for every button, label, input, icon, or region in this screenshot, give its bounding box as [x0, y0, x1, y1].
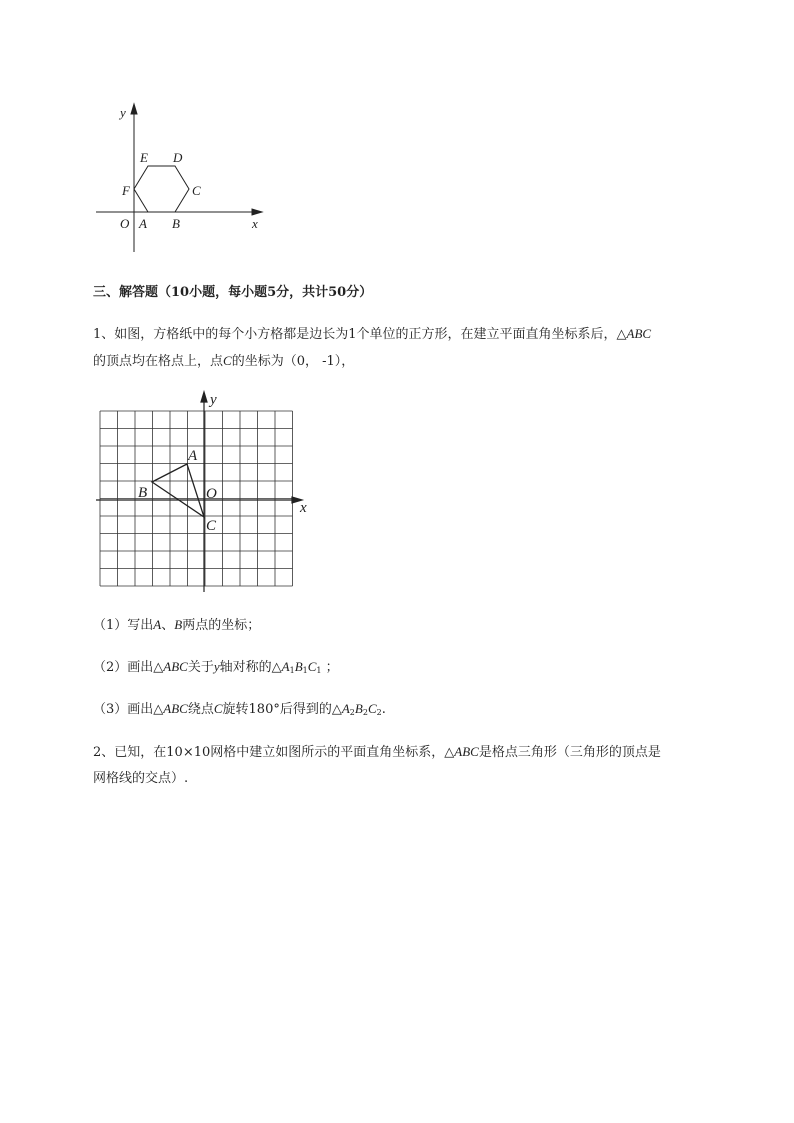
question-1-line-1: [93, 325, 651, 344]
question-1-line-2: [93, 352, 354, 371]
p1-point-a: A: [153, 617, 162, 632]
p3-vertex-b2: B: [354, 701, 363, 716]
p2-vertex-c1: C: [307, 659, 317, 674]
hexagon-shape: [134, 166, 189, 212]
grid-figure: [92, 388, 322, 598]
p2-axis: y: [213, 659, 220, 674]
q2-text-a: 2、已知，在10×10网格中建立如图所示的平面直角坐标系，△: [93, 745, 455, 760]
p3-text-a: （3）画出△: [93, 702, 164, 717]
q2-triangle-name: ABC: [454, 744, 479, 759]
p3-sub-2: 2: [362, 708, 368, 717]
p3-point-c: C: [213, 701, 223, 716]
point-a-label: A: [188, 448, 198, 464]
vertex-label-a: A: [139, 216, 147, 231]
vertex-label-f: F: [122, 183, 130, 198]
x-axis-arrow: [252, 209, 262, 215]
triangle-abc: [152, 464, 204, 517]
question-2-line-2: 网格线的交点）.: [93, 771, 189, 786]
p2-vertex-b1: B: [294, 659, 303, 674]
part-1: [93, 616, 260, 635]
grid-lines: [100, 411, 293, 586]
p2-sub-1: 1: [289, 666, 295, 675]
p3-text-e: 旋转180°后得到的△: [222, 702, 342, 717]
p3-text-g: .: [381, 702, 386, 717]
y-axis-label: y: [120, 105, 126, 120]
p3-vertex-a2: A: [341, 701, 350, 716]
part-3: [93, 700, 386, 722]
p2-triangle: ABC: [163, 659, 188, 674]
p2-text-c: 关于: [187, 660, 214, 675]
grid-x-label: x: [300, 500, 307, 516]
grid-y-label: y: [210, 392, 217, 408]
question-2-line-1: [93, 743, 661, 762]
p3-triangle: ABC: [163, 701, 188, 716]
x-axis-label: x: [252, 216, 258, 231]
part-2: [93, 658, 339, 680]
p1-text-c: 、: [161, 618, 175, 633]
p1-text-e: 两点的坐标；: [182, 618, 261, 633]
p3-text-c: 绕点: [187, 702, 214, 717]
p2-text-e: 轴对称的△: [219, 660, 282, 675]
p1-text-a: （1）写出: [93, 618, 154, 633]
section-heading: 三、解答题（10小题，每小题5分，共计50分）: [93, 285, 373, 300]
vertex-label-c: C: [192, 183, 201, 198]
p2-text-g: ；: [321, 660, 339, 675]
origin-label: O: [120, 216, 130, 231]
vertex-label-b: B: [172, 216, 180, 231]
point-c-label: C: [206, 518, 217, 534]
p3-sub-3: 2: [376, 708, 382, 717]
y-axis-arrow: [201, 392, 207, 402]
q1-triangle-name: ABC: [626, 326, 652, 341]
q1-text-b: 的顶点均在格点上，点: [93, 354, 224, 369]
p3-vertex-c2: C: [367, 701, 377, 716]
q1-text-a: 1、如图，方格纸中的每个小方格都是边长为1个单位的正方形，在建立平面直角坐标系后，△: [93, 327, 627, 342]
p2-text-a: （2）画出△: [93, 660, 164, 675]
vertex-label-e: E: [140, 150, 148, 165]
q1-text-c: 的坐标为（0， -1），: [231, 354, 355, 369]
point-b-label: B: [138, 485, 148, 501]
hexagon-figure: [90, 100, 280, 260]
vertex-label-d: D: [173, 150, 183, 165]
p2-sub-2: 1: [302, 666, 308, 675]
p3-sub-1: 2: [349, 708, 355, 717]
p2-sub-3: 1: [316, 666, 322, 675]
y-axis-arrow: [131, 104, 137, 114]
q2-text-c: 是格点三角形（三角形的顶点是: [478, 745, 661, 760]
p2-vertex-a1: A: [281, 659, 290, 674]
q1-point-c: C: [223, 353, 232, 368]
point-o-label: O: [206, 486, 217, 502]
p1-point-b: B: [174, 617, 183, 632]
